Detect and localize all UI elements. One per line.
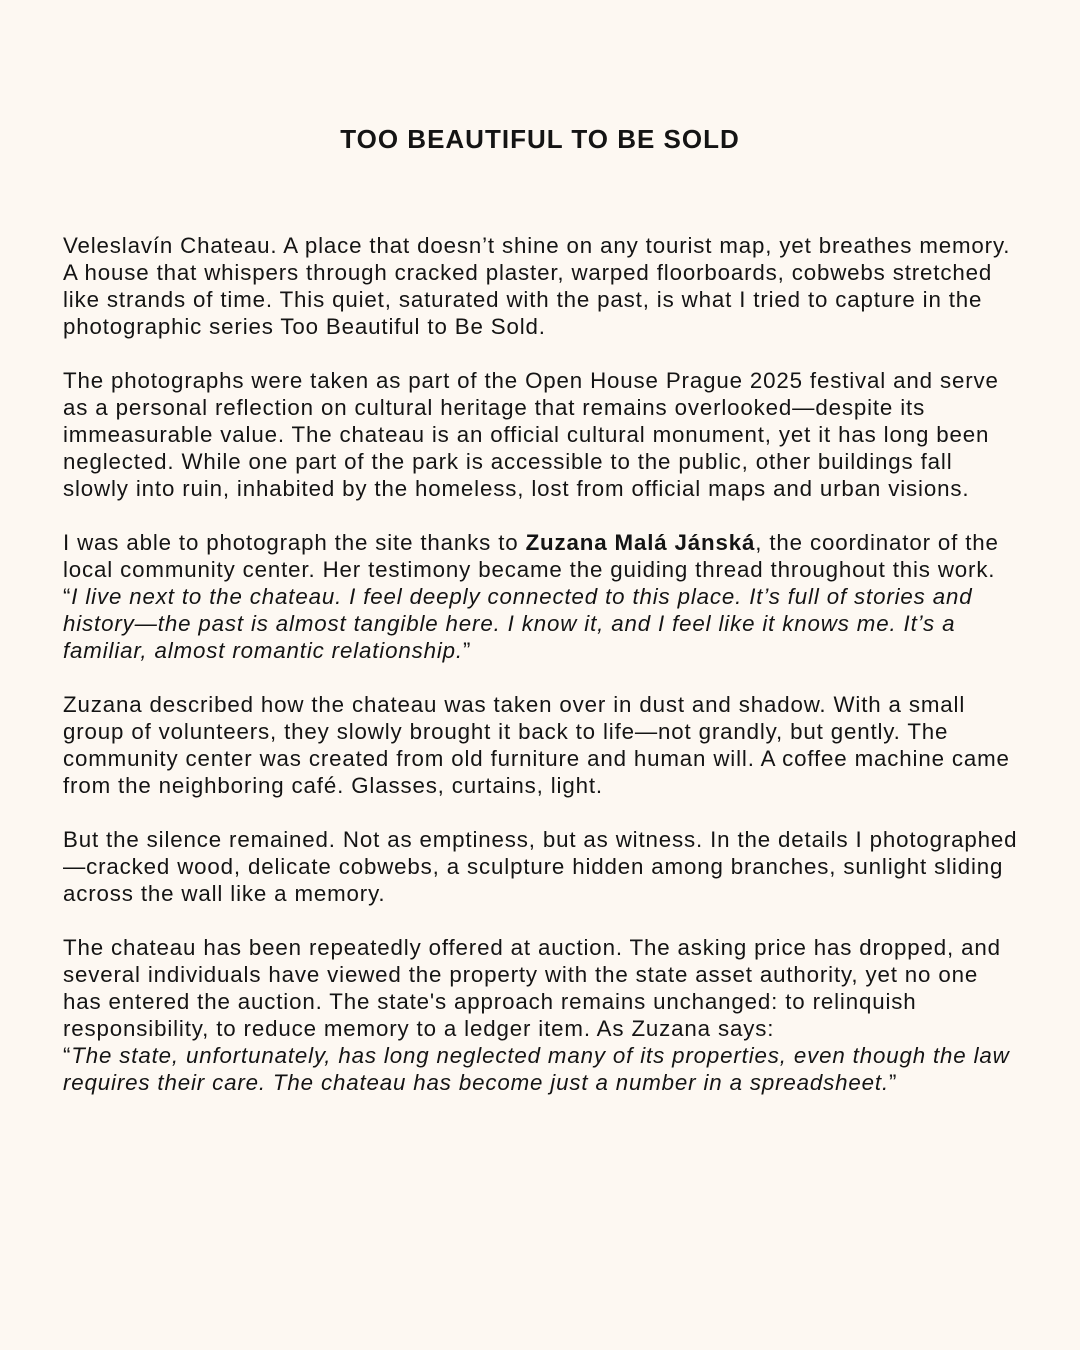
paragraph-intro: Veleslavín Chateau. A place that doesn’t shine on any tourist map, yet breathes memory. A house that whispers through cracked plaster, warped floorboards, cobwebs stretched like strands of time. This quiet, saturated with the past, is what I tried to capture in the photographic series Too Beautiful to Be Sold. xyxy=(63,233,1011,339)
paragraph-festival: The photographs were taken as part of the Open House Prague 2025 festival and serve as a personal reflection on cultural heritage that remains overlooked—despite its immeasurable value. The chateau is an official cultural monument, yet it has long been neglected. While one part of the park is accessible to the public, other buildings fall slowly into ruin, inhabited by the homeless, lost from official maps and urban visions. xyxy=(63,368,999,501)
quote-open-mark: “ xyxy=(63,584,72,609)
quote-zuzana-2 xyxy=(63,1042,1023,1096)
paragraph-coordinator xyxy=(63,529,1023,583)
quote-text: I live next to the chateau. I feel deeply connected to this place. It’s full of stories and history—the past is almost tangible here. I know it, and I feel like it knows me. It’s a familiar, almost romantic relationship. xyxy=(63,584,973,663)
quote-text: The state, unfortunately, has long neglected many of its properties, even though the law requires their care. The chateau has become just a number in a spreadsheet. xyxy=(63,1043,1010,1095)
quote-close-mark: ” xyxy=(462,638,472,663)
quote-close-mark: ” xyxy=(889,1070,898,1095)
coordinator-text-before: I was able to photograph the site thanks to xyxy=(63,530,526,555)
paragraph-revival: Zuzana described how the chateau was taken over in dust and shadow. With a small group of volunteers, they slowly brought it back to life—not grandly, but gently. The community center was created from old furniture and human will. A coffee machine came from the neighboring café. Glasses, curtains, light. xyxy=(63,692,1010,798)
article-body xyxy=(63,232,1023,1123)
page-title: TOO BEAUTIFUL TO BE SOLD xyxy=(340,124,740,154)
paragraph-auction: The chateau has been repeatedly offered at auction. The asking price has dropped, and several individuals have viewed the property with the state asset authority, yet no one has entered the auction. The state's approach remains unchanged: to relinquish responsibility, to reduce memory to a ledger item. As Zuzana says: xyxy=(63,935,1001,1041)
coordinator-name: Zuzana Malá Jánská xyxy=(525,530,756,555)
coordinator-text-after: , the coordinator of the local community center. Her testimony became the guiding thread throughout this work. xyxy=(63,530,999,582)
paragraph-silence: But the silence remained. Not as emptiness, but as witness. In the details I photographed—cracked wood, delicate cobwebs, a sculpture hidden among branches, sunlight sliding across the wall like a memory. xyxy=(63,827,1018,906)
quote-open-mark: “ xyxy=(63,1043,72,1068)
quote-zuzana-1 xyxy=(63,583,1023,664)
